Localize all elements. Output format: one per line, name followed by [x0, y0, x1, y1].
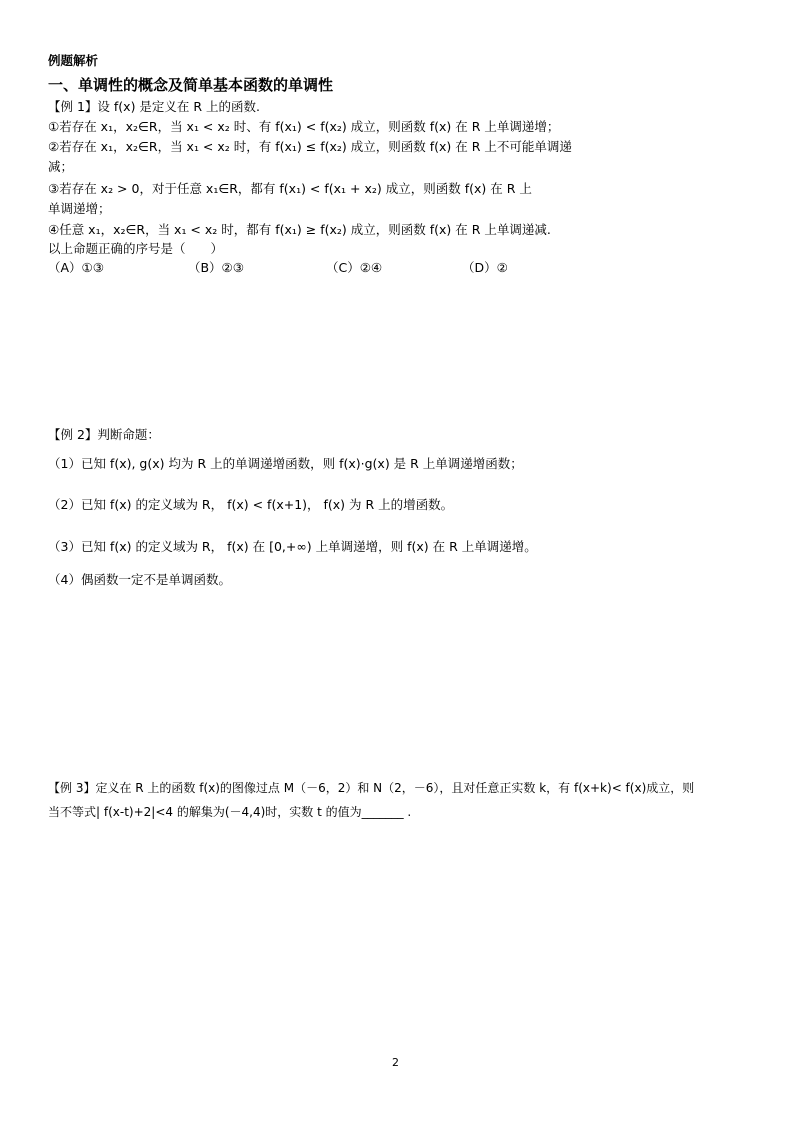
example1-item3b: 单调递增； [48, 201, 111, 216]
section-title: 一、单调性的概念及简单基本函数的单调性 [48, 76, 334, 94]
example2-p1: （1）已知 f(x), g(x) 均为 R 上的单调递增函数，则 f(x)·g(x) 是 R 上单调递增函数； [48, 456, 523, 471]
example1-stem: 【例 1】设 f(x) 是定义在 R 上的函数. [48, 99, 261, 114]
example1-item2a: ②若存在 x₁，x₂∈R，当 x₁ < x₂ 时，有 f(x₁) ≤ f(x₂) 成立，则函数 f(x) 在 R 上不可能单调递 [48, 139, 572, 154]
example1-item1: ①若存在 x₁，x₂∈R，当 x₁ < x₂ 时、有 f(x₁) < f(x₂) 成立，则函数 f(x) 在 R 上单调递增； [48, 119, 560, 134]
option-b: （B）②③ [187, 260, 244, 275]
example3-line2: 当不等式| f(x-t)+2|<4 的解集为(－4,4)时，实数 t 的值为_______ . [48, 805, 412, 819]
example2-p2: （2）已知 f(x) 的定义域为 R， f(x) < f(x+1)， f(x) 为 R 上的增函数。 [48, 497, 454, 512]
page-heading: 例题解析 [48, 53, 99, 68]
example3-line1: 【例 3】定义在 R 上的函数 f(x)的图像过点 M（－6，2）和 N（2，－6），且对任意正实数 k，有 f(x+k)< f(x)成立，则 [48, 781, 695, 795]
example2-stem: 【例 2】判断命题： [48, 427, 160, 442]
example2-p4: （4）偶函数一定不是单调函数。 [48, 572, 231, 587]
example1-item2b: 减； [48, 159, 74, 174]
example1-item3a: ③若存在 x₂ > 0，对于任意 x₁∈R，都有 f(x₁) < f(x₁ + x₂) 成立，则函数 f(x) 在 R 上 [48, 181, 532, 196]
page-number: 2 [392, 1056, 399, 1069]
example2-p3: （3）已知 f(x) 的定义域为 R， f(x) 在 [0,+∞) 上单调递增，则 f(x) 在 R 上单调递增。 [48, 539, 537, 554]
example1-item4: ④任意 x₁，x₂∈R，当 x₁ < x₂ 时，都有 f(x₁) ≥ f(x₂) 成立，则函数 f(x) 在 R 上单调递减. [48, 222, 551, 237]
option-c: （C）②④ [325, 260, 383, 275]
example1-question: 以上命题正确的序号是（ ） [48, 241, 224, 256]
example1-options [48, 258, 508, 276]
option-d: （D）② [461, 260, 508, 275]
option-a: （A）①③ [48, 260, 104, 275]
